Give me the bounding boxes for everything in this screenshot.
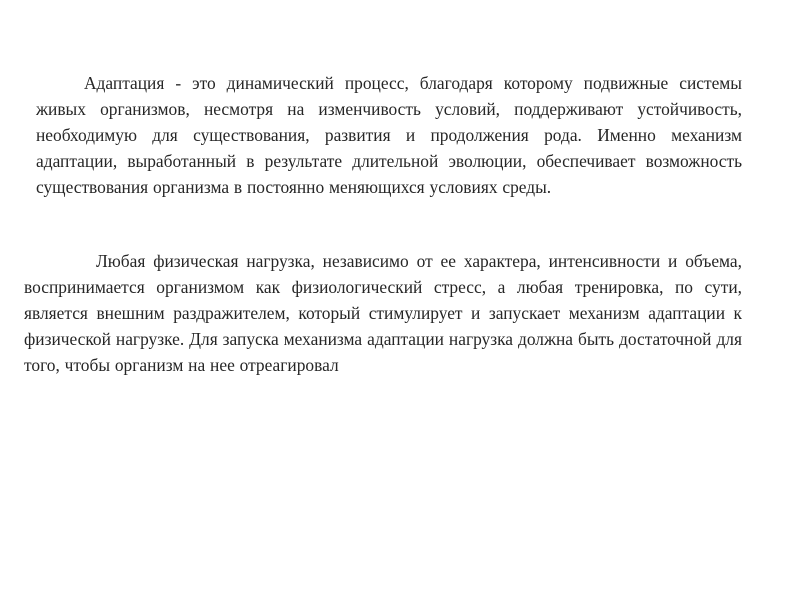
paragraph-adaptation-definition: Адаптация - это динамический процесс, благодаря которому подвижные системы живых организмов, несмотря на изменчивость условий, поддерживают устойчивость, необходимую для существования, развития и продолжения рода. Именно механизм адаптации, выработанный в результате длительной эволюции, обеспечивает возможность существования организма в постоянно меняющихся условиях среды. (36, 73, 742, 197)
paragraph-physical-load: Любая физическая нагрузка, независимо от ее характера, интенсивности и объема, воспринимается организмом как физиологический стресс, а любая тренировка, по сути, является внешним раздражителем, который стимулирует и запускает механизм адаптации к физической нагрузке. Для запуска механизма адаптации нагрузка должна быть достаточной для того, чтобы организм на нее отреагировал (24, 251, 742, 375)
